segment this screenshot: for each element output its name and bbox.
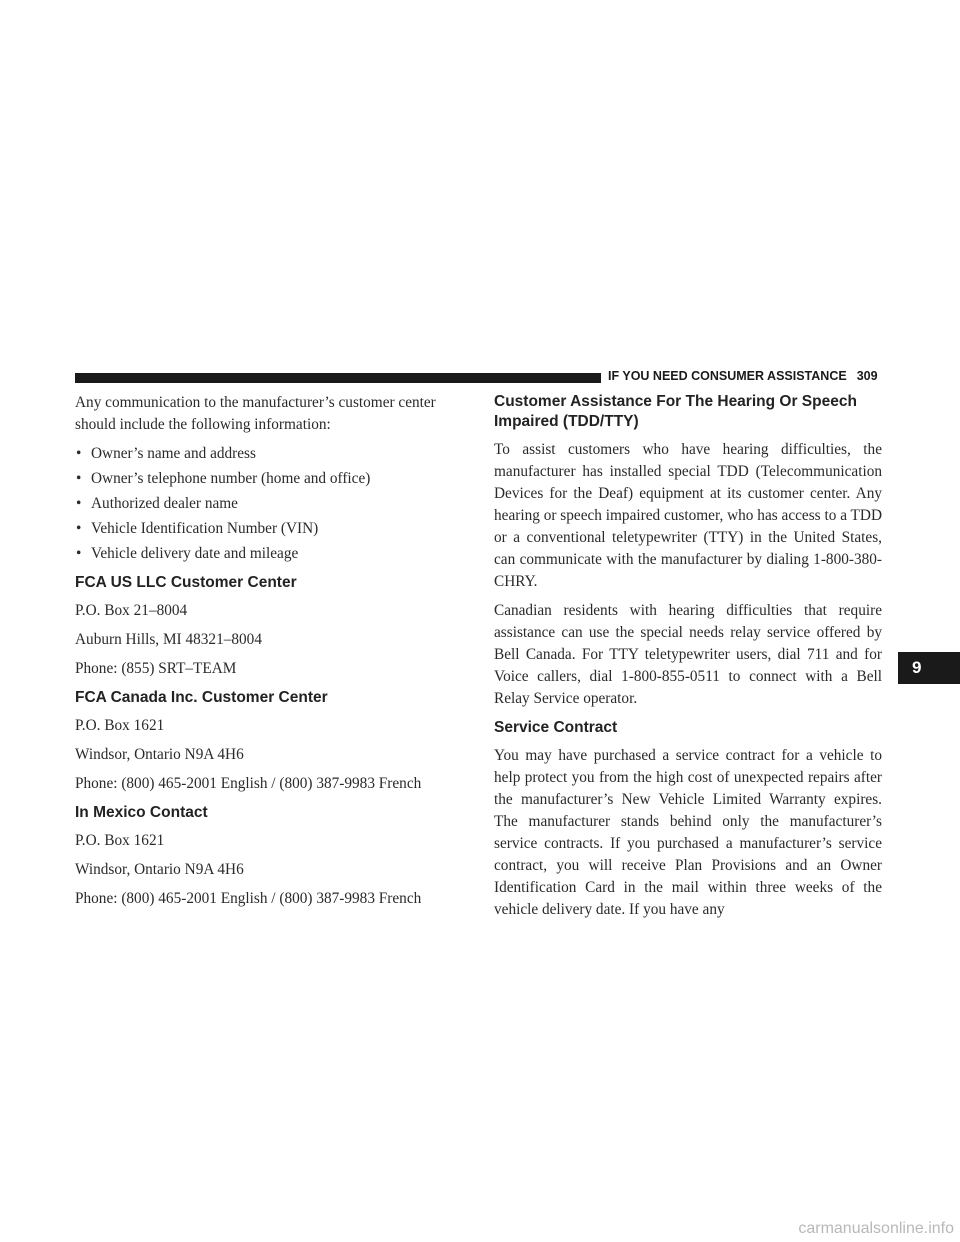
intro-paragraph: Any communication to the manufacturer’s customer center should include the following information: [75, 394, 436, 433]
chapter-tab: 9 [898, 652, 960, 684]
list-item: • Vehicle delivery date and mileage [75, 543, 470, 565]
bullet-icon: • [76, 445, 82, 462]
address-line: P.O. Box 1621 [75, 717, 165, 734]
header-rule [75, 373, 601, 383]
canada-relay-paragraph: Canadian residents with hearing difficulties that require assistance can use the special needs relay service offered by Bell Canada. For TTY teletypewriter users, dial 711 and for Voice callers, dial 1-800-855-0511 to connect with a Bell Relay Service operator. [494, 602, 882, 707]
phone-line: Phone: (800) 465-2001 English / (800) 387-9983 French [75, 775, 422, 792]
right-column [494, 392, 882, 928]
us-center-heading: FCA US LLC Customer Center [75, 574, 297, 591]
address-line: P.O. Box 1621 [75, 832, 165, 849]
mexico-contact-heading: In Mexico Contact [75, 804, 208, 821]
address-line: Auburn Hills, MI 48321–8004 [75, 631, 262, 648]
address-line: P.O. Box 21–8004 [75, 602, 188, 619]
hearing-impaired-heading: Customer Assistance For The Hearing Or Speech Impaired (TDD/TTY) [494, 393, 857, 430]
canada-center-heading: FCA Canada Inc. Customer Center [75, 689, 328, 706]
watermark-text: carmanualsonline.info [798, 1220, 954, 1237]
bullet-icon: • [76, 470, 82, 487]
left-column [75, 392, 470, 917]
info-bullet-list [75, 443, 470, 565]
address-line: Windsor, Ontario N9A 4H6 [75, 861, 244, 878]
bullet-icon: • [76, 495, 82, 512]
bullet-icon: • [76, 545, 82, 562]
service-contract-heading: Service Contract [494, 719, 618, 736]
bullet-icon: • [76, 520, 82, 537]
list-item: • Authorized dealer name [75, 493, 470, 515]
address-line: Windsor, Ontario N9A 4H6 [75, 746, 244, 763]
phone-line: Phone: (800) 465-2001 English / (800) 387-9983 French [75, 890, 422, 907]
list-item: • Owner’s name and address [75, 443, 470, 465]
list-item: • Vehicle Identification Number (VIN) [75, 518, 470, 540]
list-item: • Owner’s telephone number (home and office) [75, 468, 470, 490]
phone-line: Phone: (855) SRT–TEAM [75, 660, 237, 677]
service-contract-paragraph: You may have purchased a service contract for a vehicle to help protect you from the high cost of unexpected repairs after the manufacturer’s New Vehicle Limited Warranty expires. The manufacturer stands behind only the manufacturer’s service contracts. If you purchased a manufacturer’s service contract, you will receive Plan Provisions and an Owner Identification Card in the mail within three weeks of the vehicle delivery date. If you have any [494, 747, 882, 918]
tdd-paragraph: To assist customers who have hearing difficulties, the manufacturer has installed special TDD (Telecommunication Devices for the Deaf) equipment at its customer center. Any hearing or speech impaired customer, who has access to a TDD or a conventional teletypewriter (TTY) in the United States, can communicate with the manufacturer by dialing 1-800-380-CHRY. [494, 441, 882, 590]
running-header [608, 369, 878, 383]
section-title: IF YOU NEED CONSUMER ASSISTANCE [608, 369, 847, 383]
page-number: 309 [856, 369, 878, 383]
